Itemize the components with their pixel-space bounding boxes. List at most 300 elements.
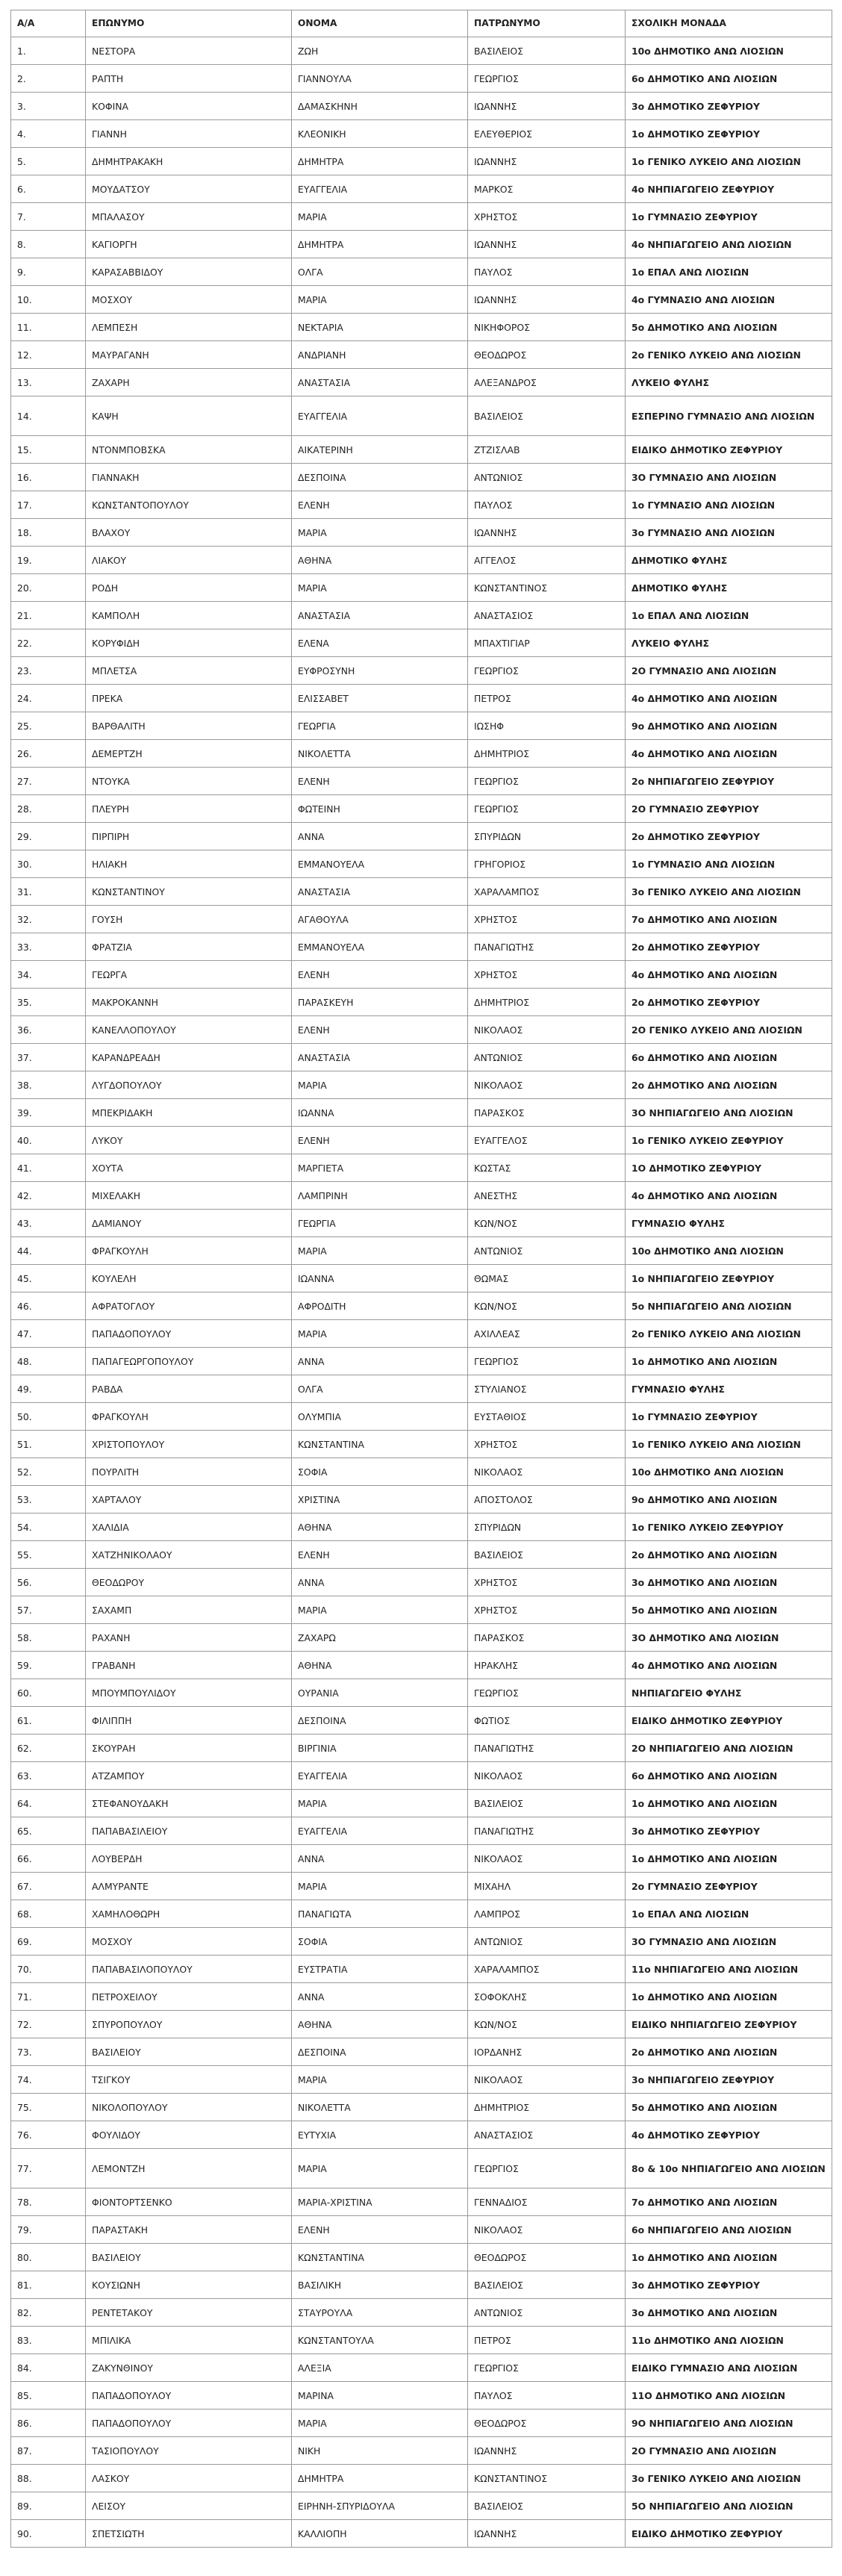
cell-eponymo: ΣΠΥΡΟΠΟΥΛΟΥ bbox=[86, 2011, 292, 2038]
table-row bbox=[11, 1210, 832, 1237]
cell-sxoliki-monada: 3Ο ΓΥΜΝΑΣΙΟ ΑΝΩ ΛΙΟΣΙΩΝ bbox=[626, 464, 832, 491]
cell-eponymo: ΡΑΒΔΑ bbox=[86, 1375, 292, 1403]
cell-patronymo: ΣΠΥΡΙΔΩΝ bbox=[468, 823, 626, 850]
cell-sxoliki-monada: 1ο ΔΗΜΟΤΙΚΟ ΑΝΩ ΛΙΟΣΙΩΝ bbox=[626, 2244, 832, 2271]
cell-patronymo: ΝΙΚΟΛΑΟΣ bbox=[468, 1845, 626, 1873]
cell-onoma: ΜΑΡΓΙΕΤΑ bbox=[292, 1154, 468, 1182]
cell-sxoliki-monada: 6ο ΝΗΠΙΑΓΩΓΕΙΟ ΑΝΩ ΛΙΟΣΙΩΝ bbox=[626, 2216, 832, 2244]
cell-onoma: ΑΙΚΑΤΕΡΙΝΗ bbox=[292, 436, 468, 464]
cell-onoma: ΜΑΡΙΑ bbox=[292, 1320, 468, 1348]
cell-aa: 28. bbox=[11, 795, 86, 823]
cell-patronymo: ΝΙΚΟΛΑΟΣ bbox=[468, 2216, 626, 2244]
table-row bbox=[11, 464, 832, 491]
table-row bbox=[11, 1541, 832, 1569]
cell-aa: 79. bbox=[11, 2216, 86, 2244]
cell-eponymo: ΛΕΜΠΕΣΗ bbox=[86, 314, 292, 341]
cell-aa: 74. bbox=[11, 2066, 86, 2094]
cell-sxoliki-monada: 8ο & 10ο ΝΗΠΙΑΓΩΓΕΙΟ ΑΝΩ ΛΙΟΣΙΩΝ bbox=[626, 2149, 832, 2188]
cell-patronymo: ΕΛΕΥΘΕΡΙΟΣ bbox=[468, 120, 626, 148]
cell-eponymo: ΜΟΥΔΑΤΣΟΥ bbox=[86, 175, 292, 203]
cell-eponymo: ΣΑΧΑΜΠ bbox=[86, 1596, 292, 1624]
cell-eponymo: ΦΟΥΛΙΔΟΥ bbox=[86, 2121, 292, 2149]
cell-eponymo: ΧΑΜΗΛΟΘΩΡΗ bbox=[86, 1900, 292, 1928]
cell-onoma: ΑΝΔΡΙΑΝΗ bbox=[292, 341, 468, 369]
table-row bbox=[11, 2094, 832, 2121]
cell-patronymo: ΙΩΑΝΝΗΣ bbox=[468, 231, 626, 258]
cell-eponymo: ΚΑΝΕΛΛΟΠΟΥΛΟΥ bbox=[86, 1016, 292, 1044]
cell-eponymo: ΠΑΠΑΔΟΠΟΥΛΟΥ bbox=[86, 1320, 292, 1348]
cell-sxoliki-monada: ΕΙΔΙΚΟ ΔΗΜΟΤΙΚΟ ΖΕΦΥΡΙΟΥ bbox=[626, 436, 832, 464]
cell-onoma: ΝΙΚΟΛΕΤΤΑ bbox=[292, 2094, 468, 2121]
cell-eponymo: ΓΙΑΝΝΗ bbox=[86, 120, 292, 148]
table-row bbox=[11, 1403, 832, 1431]
cell-patronymo: ΑΓΓΕΛΟΣ bbox=[468, 547, 626, 574]
cell-onoma: ΠΑΡΑΣΚΕΥΗ bbox=[292, 989, 468, 1016]
table-row bbox=[11, 823, 832, 850]
cell-eponymo: ΡΑΠΤΗ bbox=[86, 65, 292, 93]
cell-onoma: ΑΛΕΞΙΑ bbox=[292, 2354, 468, 2382]
cell-aa: 19. bbox=[11, 547, 86, 574]
cell-sxoliki-monada: 2Ο ΓΥΜΝΑΣΙΟ ΖΕΦΥΡΙΟΥ bbox=[626, 795, 832, 823]
table-row bbox=[11, 1569, 832, 1596]
cell-patronymo: ΘΕΟΔΩΡΟΣ bbox=[468, 2409, 626, 2437]
cell-aa: 6. bbox=[11, 175, 86, 203]
cell-eponymo: ΦΡΑΓΚΟΥΛΗ bbox=[86, 1237, 292, 1265]
table-row bbox=[11, 286, 832, 314]
table-row bbox=[11, 2011, 832, 2038]
cell-patronymo: ΚΩΝ/ΝΟΣ bbox=[468, 2011, 626, 2038]
cell-patronymo: ΑΝΤΩΝΙΟΣ bbox=[468, 2299, 626, 2327]
cell-aa: 26. bbox=[11, 740, 86, 768]
cell-aa: 2. bbox=[11, 65, 86, 93]
cell-onoma: ΔΕΣΠΟΙΝΑ bbox=[292, 2038, 468, 2066]
cell-eponymo: ΤΣΙΓΚΟΥ bbox=[86, 2066, 292, 2094]
cell-eponymo: ΠΑΠΑΔΟΠΟΥΛΟΥ bbox=[86, 2382, 292, 2409]
table-row bbox=[11, 629, 832, 657]
cell-patronymo: ΚΩΝΣΤΑΝΤΙΝΟΣ bbox=[468, 574, 626, 602]
cell-onoma: ΟΛΓΑ bbox=[292, 1375, 468, 1403]
cell-aa: 84. bbox=[11, 2354, 86, 2382]
cell-sxoliki-monada: 2ο ΔΗΜΟΤΙΚΟ ΖΕΦΥΡΙΟΥ bbox=[626, 933, 832, 961]
cell-aa: 10. bbox=[11, 286, 86, 314]
cell-patronymo: ΝΙΚΟΛΑΟΣ bbox=[468, 1071, 626, 1099]
cell-sxoliki-monada: ΛΥΚΕΙΟ ΦΥΛΗΣ bbox=[626, 629, 832, 657]
cell-onoma: ΧΡΙΣΤΙΝΑ bbox=[292, 1486, 468, 1513]
table-row bbox=[11, 2299, 832, 2327]
cell-onoma: ΣΟΦΙΑ bbox=[292, 1458, 468, 1486]
cell-aa: 73. bbox=[11, 2038, 86, 2066]
cell-sxoliki-monada: 2ο ΓΕΝΙΚΟ ΛΥΚΕΙΟ ΑΝΩ ΛΙΟΣΙΩΝ bbox=[626, 1320, 832, 1348]
cell-aa: 32. bbox=[11, 906, 86, 933]
cell-patronymo: ΒΑΣΙΛΕΙΟΣ bbox=[468, 37, 626, 65]
cell-eponymo: ΠΑΠΑΒΑΣΙΛΕΙΟΥ bbox=[86, 1817, 292, 1845]
cell-patronymo: ΠΑΥΛΟΣ bbox=[468, 491, 626, 519]
cell-eponymo: ΡΟΔΗ bbox=[86, 574, 292, 602]
cell-onoma: ΑΘΗΝΑ bbox=[292, 547, 468, 574]
cell-sxoliki-monada: ΝΗΠΙΑΓΩΓΕΙΟ ΦΥΛΗΣ bbox=[626, 1679, 832, 1707]
cell-eponymo: ΧΟΥΤΑ bbox=[86, 1154, 292, 1182]
cell-eponymo: ΠΡΕΚΑ bbox=[86, 685, 292, 712]
cell-onoma: ΜΑΡΙΑ bbox=[292, 1071, 468, 1099]
cell-eponymo: ΓΡΑΒΑΝΗ bbox=[86, 1652, 292, 1679]
cell-aa: 82. bbox=[11, 2299, 86, 2327]
cell-aa: 60. bbox=[11, 1679, 86, 1707]
cell-patronymo: ΛΑΜΠΡΟΣ bbox=[468, 1900, 626, 1928]
cell-eponymo: ΧΡΙΣΤΟΠΟΥΛΟΥ bbox=[86, 1431, 292, 1458]
table-row bbox=[11, 657, 832, 685]
cell-aa: 23. bbox=[11, 657, 86, 685]
table-row bbox=[11, 1099, 832, 1127]
cell-sxoliki-monada: ΓΥΜΝΑΣΙΟ ΦΥΛΗΣ bbox=[626, 1375, 832, 1403]
cell-sxoliki-monada: 2Ο ΓΥΜΝΑΣΙΟ ΑΝΩ ΛΙΟΣΙΩΝ bbox=[626, 657, 832, 685]
cell-eponymo: ΛΥΚΟΥ bbox=[86, 1127, 292, 1154]
cell-eponymo: ΔΕΜΕΡΤΖΗ bbox=[86, 740, 292, 768]
cell-patronymo: ΒΑΣΙΛΕΙΟΣ bbox=[468, 1790, 626, 1817]
cell-eponymo: ΓΙΑΝΝΑΚΗ bbox=[86, 464, 292, 491]
cell-aa: 21. bbox=[11, 602, 86, 629]
table-row bbox=[11, 341, 832, 369]
cell-eponymo: ΜΑΚΡΟΚΑΝΝΗ bbox=[86, 989, 292, 1016]
cell-patronymo: ΜΠΑΧΤΙΓΙΑΡ bbox=[468, 629, 626, 657]
table-row bbox=[11, 1431, 832, 1458]
cell-sxoliki-monada: 1ο ΕΠΑΛ ΑΝΩ ΛΙΟΣΙΩΝ bbox=[626, 1900, 832, 1928]
cell-aa: 62. bbox=[11, 1735, 86, 1762]
cell-sxoliki-monada: 3ο ΓΥΜΝΑΣΙΟ ΑΝΩ ΛΙΟΣΙΩΝ bbox=[626, 519, 832, 547]
cell-onoma: ΙΩΑΝΝΑ bbox=[292, 1099, 468, 1127]
table-row bbox=[11, 1817, 832, 1845]
cell-aa: 31. bbox=[11, 878, 86, 906]
table-row bbox=[11, 768, 832, 795]
cell-onoma: ΕΥΑΓΓΕΛΙΑ bbox=[292, 1762, 468, 1790]
cell-sxoliki-monada: 3ο ΝΗΠΙΑΓΩΓΕΙΟ ΖΕΦΥΡΙΟΥ bbox=[626, 2066, 832, 2094]
cell-eponymo: ΖΑΧΑΡΗ bbox=[86, 369, 292, 396]
cell-sxoliki-monada: 4ο ΔΗΜΟΤΙΚΟ ΑΝΩ ΛΙΟΣΙΩΝ bbox=[626, 740, 832, 768]
cell-sxoliki-monada: 1ο ΓΕΝΙΚΟ ΛΥΚΕΙΟ ΖΕΦΥΡΙΟΥ bbox=[626, 1127, 832, 1154]
cell-patronymo: ΓΕΩΡΓΙΟΣ bbox=[468, 768, 626, 795]
cell-sxoliki-monada: 1ο ΓΕΝΙΚΟ ΛΥΚΕΙΟ ΑΝΩ ΛΙΟΣΙΩΝ bbox=[626, 1431, 832, 1458]
cell-onoma: ΕΛΕΝΗ bbox=[292, 1541, 468, 1569]
cell-aa: 75. bbox=[11, 2094, 86, 2121]
cell-onoma: ΜΑΡΙΑ bbox=[292, 286, 468, 314]
cell-sxoliki-monada: 3Ο ΝΗΠΙΑΓΩΓΕΙΟ ΑΝΩ ΛΙΟΣΙΩΝ bbox=[626, 1099, 832, 1127]
cell-sxoliki-monada: 1ο ΓΥΜΝΑΣΙΟ ΖΕΦΥΡΙΟΥ bbox=[626, 203, 832, 231]
cell-sxoliki-monada: 2ο ΓΕΝΙΚΟ ΛΥΚΕΙΟ ΑΝΩ ΛΙΟΣΙΩΝ bbox=[626, 341, 832, 369]
cell-onoma: ΔΕΣΠΟΙΝΑ bbox=[292, 1707, 468, 1735]
cell-patronymo: ΑΝΤΩΝΙΟΣ bbox=[468, 1237, 626, 1265]
table-row bbox=[11, 1486, 832, 1513]
cell-aa: 18. bbox=[11, 519, 86, 547]
cell-sxoliki-monada: 1ο ΕΠΑΛ ΑΝΩ ΛΙΟΣΙΩΝ bbox=[626, 258, 832, 286]
cell-patronymo: ΖΤΖΙΣΛΑΒ bbox=[468, 436, 626, 464]
cell-sxoliki-monada: 9ο ΔΗΜΟΤΙΚΟ ΑΝΩ ΛΙΟΣΙΩΝ bbox=[626, 1486, 832, 1513]
table-row bbox=[11, 1900, 832, 1928]
cell-onoma: ΔΑΜΑΣΚΗΝΗ bbox=[292, 93, 468, 120]
cell-eponymo: ΖΑΚΥΝΘΙΝΟΥ bbox=[86, 2354, 292, 2382]
cell-onoma: ΑΝΝΑ bbox=[292, 1348, 468, 1375]
table-row bbox=[11, 2492, 832, 2520]
cell-onoma: ΛΑΜΠΡΙΝΗ bbox=[292, 1182, 468, 1210]
table-row bbox=[11, 519, 832, 547]
table-row bbox=[11, 1762, 832, 1790]
cell-aa: 11. bbox=[11, 314, 86, 341]
cell-aa: 42. bbox=[11, 1182, 86, 1210]
cell-onoma: ΚΩΝΣΤΑΝΤΙΝΑ bbox=[292, 2244, 468, 2271]
cell-eponymo: ΓΟΥΣΗ bbox=[86, 906, 292, 933]
table-row bbox=[11, 1735, 832, 1762]
cell-sxoliki-monada: 2ο ΔΗΜΟΤΙΚΟ ΑΝΩ ΛΙΟΣΙΩΝ bbox=[626, 2038, 832, 2066]
cell-eponymo: ΧΑΛΙΔΙΑ bbox=[86, 1513, 292, 1541]
cell-eponymo: ΠΑΠΑΓΕΩΡΓΟΠΟΥΛΟΥ bbox=[86, 1348, 292, 1375]
cell-aa: 15. bbox=[11, 436, 86, 464]
cell-sxoliki-monada: 4ο ΔΗΜΟΤΙΚΟ ΑΝΩ ΛΙΟΣΙΩΝ bbox=[626, 685, 832, 712]
table-row bbox=[11, 1513, 832, 1541]
cell-aa: 76. bbox=[11, 2121, 86, 2149]
cell-sxoliki-monada: 1ο ΓΥΜΝΑΣΙΟ ΑΝΩ ΛΙΟΣΙΩΝ bbox=[626, 491, 832, 519]
cell-eponymo: ΚΟΥΣΙΩΝΗ bbox=[86, 2271, 292, 2299]
table-row bbox=[11, 1016, 832, 1044]
cell-onoma: ΕΛΕΝΗ bbox=[292, 2216, 468, 2244]
cell-patronymo: ΣΤΥΛΙΑΝΟΣ bbox=[468, 1375, 626, 1403]
cell-eponymo: ΑΤΖΑΜΠΟΥ bbox=[86, 1762, 292, 1790]
cell-aa: 68. bbox=[11, 1900, 86, 1928]
table-row bbox=[11, 1375, 832, 1403]
cell-patronymo: ΔΗΜΗΤΡΙΟΣ bbox=[468, 2094, 626, 2121]
cell-eponymo: ΗΛΙΑΚΗ bbox=[86, 850, 292, 878]
cell-sxoliki-monada: 9Ο ΝΗΠΙΑΓΩΓΕΙΟ ΑΝΩ ΛΙΟΣΙΩΝ bbox=[626, 2409, 832, 2437]
cell-onoma: ΕΛΕΝΗ bbox=[292, 961, 468, 989]
cell-onoma: ΝΙΚΗ bbox=[292, 2437, 468, 2465]
table-row bbox=[11, 2271, 832, 2299]
table-row bbox=[11, 989, 832, 1016]
cell-sxoliki-monada: 3ο ΔΗΜΟΤΙΚΟ ΖΕΦΥΡΙΟΥ bbox=[626, 2271, 832, 2299]
cell-patronymo: ΓΕΩΡΓΙΟΣ bbox=[468, 1348, 626, 1375]
cell-eponymo: ΣΠΕΤΣΙΩΤΗ bbox=[86, 2520, 292, 2548]
table-row bbox=[11, 878, 832, 906]
cell-patronymo: ΑΝΑΣΤΑΣΙΟΣ bbox=[468, 2121, 626, 2149]
cell-eponymo: ΦΡΑΓΚΟΥΛΗ bbox=[86, 1403, 292, 1431]
cell-patronymo: ΚΩΣΤΑΣ bbox=[468, 1154, 626, 1182]
cell-eponymo: ΡΑΧΑΝΗ bbox=[86, 1624, 292, 1652]
cell-patronymo: ΒΑΣΙΛΕΙΟΣ bbox=[468, 396, 626, 436]
cell-patronymo: ΘΩΜΑΣ bbox=[468, 1265, 626, 1292]
cell-sxoliki-monada: 4ο ΔΗΜΟΤΙΚΟ ΑΝΩ ΛΙΟΣΙΩΝ bbox=[626, 1182, 832, 1210]
cell-patronymo: ΒΑΣΙΛΕΙΟΣ bbox=[468, 2492, 626, 2520]
cell-sxoliki-monada: 1ο ΓΥΜΝΑΣΙΟ ΖΕΦΥΡΙΟΥ bbox=[626, 1403, 832, 1431]
cell-patronymo: ΣΠΥΡΙΔΩΝ bbox=[468, 1513, 626, 1541]
cell-sxoliki-monada: 9ο ΔΗΜΟΤΙΚΟ ΑΝΩ ΛΙΟΣΙΩΝ bbox=[626, 712, 832, 740]
cell-sxoliki-monada: 2ο ΔΗΜΟΤΙΚΟ ΑΝΩ ΛΙΟΣΙΩΝ bbox=[626, 1071, 832, 1099]
cell-onoma: ΜΑΡΙΑ bbox=[292, 1596, 468, 1624]
cell-onoma: ΟΛΥΜΠΙΑ bbox=[292, 1403, 468, 1431]
header-patronymo: ΠΑΤΡΩΝΥΜΟ bbox=[468, 10, 626, 37]
cell-patronymo: ΒΑΣΙΛΕΙΟΣ bbox=[468, 2271, 626, 2299]
cell-onoma: ΑΓΑΘΟΥΛΑ bbox=[292, 906, 468, 933]
table-row bbox=[11, 906, 832, 933]
cell-sxoliki-monada: ΓΥΜΝΑΣΙΟ ΦΥΛΗΣ bbox=[626, 1210, 832, 1237]
cell-patronymo: ΝΙΚΟΛΑΟΣ bbox=[468, 1458, 626, 1486]
table-row bbox=[11, 65, 832, 93]
cell-aa: 88. bbox=[11, 2465, 86, 2492]
cell-eponymo: ΘΕΟΔΩΡΟΥ bbox=[86, 1569, 292, 1596]
cell-onoma: ΑΝΝΑ bbox=[292, 1983, 468, 2011]
table-row bbox=[11, 203, 832, 231]
cell-aa: 4. bbox=[11, 120, 86, 148]
cell-aa: 35. bbox=[11, 989, 86, 1016]
cell-onoma: ΙΩΑΝΝΑ bbox=[292, 1265, 468, 1292]
table-row bbox=[11, 1237, 832, 1265]
cell-onoma: ΜΑΡΙΑ bbox=[292, 2149, 468, 2188]
cell-aa: 89. bbox=[11, 2492, 86, 2520]
table-row bbox=[11, 2244, 832, 2271]
cell-eponymo: ΜΠΕΚΡΙΔΑΚΗ bbox=[86, 1099, 292, 1127]
cell-aa: 20. bbox=[11, 574, 86, 602]
cell-patronymo: ΑΛΕΞΑΝΔΡΟΣ bbox=[468, 369, 626, 396]
cell-onoma: ΑΘΗΝΑ bbox=[292, 1652, 468, 1679]
cell-aa: 69. bbox=[11, 1928, 86, 1956]
cell-sxoliki-monada: 2ο ΔΗΜΟΤΙΚΟ ΑΝΩ ΛΙΟΣΙΩΝ bbox=[626, 1541, 832, 1569]
cell-patronymo: ΧΡΗΣΤΟΣ bbox=[468, 961, 626, 989]
cell-aa: 34. bbox=[11, 961, 86, 989]
cell-aa: 55. bbox=[11, 1541, 86, 1569]
cell-patronymo: ΠΑΡΑΣΚΟΣ bbox=[468, 1099, 626, 1127]
table-row bbox=[11, 1956, 832, 1983]
cell-onoma: ΑΝΑΣΤΑΣΙΑ bbox=[292, 602, 468, 629]
cell-onoma: ΕΥΑΓΓΕΛΙΑ bbox=[292, 175, 468, 203]
cell-eponymo: ΚΑΡΑΣΑΒΒΙΔΟΥ bbox=[86, 258, 292, 286]
cell-patronymo: ΠΑΡΑΣΚΟΣ bbox=[468, 1624, 626, 1652]
cell-aa: 22. bbox=[11, 629, 86, 657]
cell-patronymo: ΧΡΗΣΤΟΣ bbox=[468, 906, 626, 933]
cell-eponymo: ΔΗΜΗΤΡΑΚΑΚΗ bbox=[86, 148, 292, 175]
cell-aa: 50. bbox=[11, 1403, 86, 1431]
cell-patronymo: ΓΕΩΡΓΙΟΣ bbox=[468, 657, 626, 685]
cell-eponymo: ΠΑΠΑΒΑΣΙΛΟΠΟΥΛΟΥ bbox=[86, 1956, 292, 1983]
cell-sxoliki-monada: 5ο ΔΗΜΟΤΙΚΟ ΑΝΩ ΛΙΟΣΙΩΝ bbox=[626, 2094, 832, 2121]
cell-sxoliki-monada: 2Ο ΓΕΝΙΚΟ ΛΥΚΕΙΟ ΑΝΩ ΛΙΟΣΙΩΝ bbox=[626, 1016, 832, 1044]
cell-aa: 54. bbox=[11, 1513, 86, 1541]
cell-patronymo: ΓΡΗΓΟΡΙΟΣ bbox=[468, 850, 626, 878]
cell-patronymo: ΙΩΑΝΝΗΣ bbox=[468, 93, 626, 120]
cell-sxoliki-monada: 6ο ΔΗΜΟΤΙΚΟ ΑΝΩ ΛΙΟΣΙΩΝ bbox=[626, 65, 832, 93]
cell-onoma: ΣΟΦΙΑ bbox=[292, 1928, 468, 1956]
table-row bbox=[11, 148, 832, 175]
cell-aa: 27. bbox=[11, 768, 86, 795]
cell-eponymo: ΧΑΤΖΗΝΙΚΟΛΑΟΥ bbox=[86, 1541, 292, 1569]
cell-eponymo: ΣΤΕΦΑΝΟΥΔΑΚΗ bbox=[86, 1790, 292, 1817]
cell-onoma: ΑΝΝΑ bbox=[292, 1845, 468, 1873]
table-row bbox=[11, 1182, 832, 1210]
cell-onoma: ΕΥΣΤΡΑΤΙΑ bbox=[292, 1956, 468, 1983]
cell-patronymo: ΙΩΑΝΝΗΣ bbox=[468, 286, 626, 314]
cell-onoma: ΜΑΡΙΑ bbox=[292, 1873, 468, 1900]
cell-eponymo: ΛΕΜΟΝΤΖΗ bbox=[86, 2149, 292, 2188]
cell-patronymo: ΠΕΤΡΟΣ bbox=[468, 2327, 626, 2354]
cell-patronymo: ΑΝΤΩΝΙΟΣ bbox=[468, 464, 626, 491]
cell-eponymo: ΛΕΙΣΟΥ bbox=[86, 2492, 292, 2520]
cell-onoma: ΔΗΜΗΤΡΑ bbox=[292, 148, 468, 175]
cell-patronymo: ΧΡΗΣΤΟΣ bbox=[468, 203, 626, 231]
cell-sxoliki-monada: 6ο ΔΗΜΟΤΙΚΟ ΑΝΩ ΛΙΟΣΙΩΝ bbox=[626, 1044, 832, 1071]
cell-aa: 43. bbox=[11, 1210, 86, 1237]
cell-patronymo: ΓΕΩΡΓΙΟΣ bbox=[468, 795, 626, 823]
cell-patronymo: ΙΩΑΝΝΗΣ bbox=[468, 148, 626, 175]
cell-onoma: ΑΝΝΑ bbox=[292, 1569, 468, 1596]
table-row bbox=[11, 1652, 832, 1679]
cell-onoma: ΚΛΕΟΝΙΚΗ bbox=[292, 120, 468, 148]
cell-onoma: ΣΤΑΥΡΟΥΛΑ bbox=[292, 2299, 468, 2327]
cell-onoma: ΑΘΗΝΑ bbox=[292, 2011, 468, 2038]
cell-onoma: ΑΝΝΑ bbox=[292, 823, 468, 850]
cell-aa: 87. bbox=[11, 2437, 86, 2465]
table-row bbox=[11, 933, 832, 961]
cell-eponymo: ΜΠΟΥΜΠΟΥΛΙΔΟΥ bbox=[86, 1679, 292, 1707]
table-row bbox=[11, 1044, 832, 1071]
cell-patronymo: ΓΕΩΡΓΙΟΣ bbox=[468, 2149, 626, 2188]
cell-onoma: ΓΙΑΝΝΟΥΛΑ bbox=[292, 65, 468, 93]
cell-onoma: ΑΝΑΣΤΑΣΙΑ bbox=[292, 1044, 468, 1071]
cell-sxoliki-monada: 3Ο ΔΗΜΟΤΙΚΟ ΑΝΩ ΛΙΟΣΙΩΝ bbox=[626, 1624, 832, 1652]
cell-patronymo: ΠΑΝΑΓΙΩΤΗΣ bbox=[468, 1817, 626, 1845]
table-row bbox=[11, 1458, 832, 1486]
cell-aa: 40. bbox=[11, 1127, 86, 1154]
cell-eponymo: ΛΥΓΔΟΠΟΥΛΟΥ bbox=[86, 1071, 292, 1099]
header-sxoliki-monada: ΣΧΟΛΙΚΗ ΜΟΝΑΔΑ bbox=[626, 10, 832, 37]
cell-aa: 70. bbox=[11, 1956, 86, 1983]
cell-onoma: ΔΗΜΗΤΡΑ bbox=[292, 2465, 468, 2492]
cell-aa: 25. bbox=[11, 712, 86, 740]
cell-onoma: ΓΕΩΡΓΙΑ bbox=[292, 1210, 468, 1237]
cell-eponymo: ΚΑΓΙΟΡΓΗ bbox=[86, 231, 292, 258]
cell-eponymo: ΣΚΟΥΡΑΗ bbox=[86, 1735, 292, 1762]
cell-sxoliki-monada: 11Ο ΔΗΜΟΤΙΚΟ ΑΝΩ ΛΙΟΣΙΩΝ bbox=[626, 2382, 832, 2409]
cell-sxoliki-monada: 3ο ΔΗΜΟΤΙΚΟ ΑΝΩ ΛΙΟΣΙΩΝ bbox=[626, 1569, 832, 1596]
cell-patronymo: ΝΙΚΟΛΑΟΣ bbox=[468, 1762, 626, 1790]
cell-eponymo: ΚΑΨΗ bbox=[86, 396, 292, 436]
table-row bbox=[11, 2382, 832, 2409]
cell-sxoliki-monada: 5Ο ΝΗΠΙΑΓΩΓΕΙΟ ΑΝΩ ΛΙΟΣΙΩΝ bbox=[626, 2492, 832, 2520]
cell-onoma: ΟΥΡΑΝΙΑ bbox=[292, 1679, 468, 1707]
cell-eponymo: ΜΠΙΛΙΚΑ bbox=[86, 2327, 292, 2354]
cell-sxoliki-monada: 2ο ΓΥΜΝΑΣΙΟ ΖΕΦΥΡΙΟΥ bbox=[626, 1873, 832, 1900]
table-row bbox=[11, 1928, 832, 1956]
cell-patronymo: ΑΧΙΛΛΕΑΣ bbox=[468, 1320, 626, 1348]
table-row bbox=[11, 1624, 832, 1652]
cell-sxoliki-monada: 1ο ΔΗΜΟΤΙΚΟ ΖΕΦΥΡΙΟΥ bbox=[626, 120, 832, 148]
cell-eponymo: ΚΟΦΙΝΑ bbox=[86, 93, 292, 120]
cell-sxoliki-monada: 5ο ΔΗΜΟΤΙΚΟ ΑΝΩ ΛΙΟΣΙΩΝ bbox=[626, 314, 832, 341]
cell-eponymo: ΝΕΣΤΟΡΑ bbox=[86, 37, 292, 65]
header-eponymo: ΕΠΩΝΥΜΟ bbox=[86, 10, 292, 37]
table-row bbox=[11, 120, 832, 148]
cell-patronymo: ΠΑΝΑΓΙΩΤΗΣ bbox=[468, 1735, 626, 1762]
cell-aa: 41. bbox=[11, 1154, 86, 1182]
table-row bbox=[11, 2121, 832, 2149]
cell-patronymo: ΑΝΤΩΝΙΟΣ bbox=[468, 1044, 626, 1071]
cell-aa: 24. bbox=[11, 685, 86, 712]
table-row bbox=[11, 436, 832, 464]
cell-patronymo: ΑΝΕΣΤΗΣ bbox=[468, 1182, 626, 1210]
cell-eponymo: ΠΟΥΡΛΙΤΗ bbox=[86, 1458, 292, 1486]
cell-eponymo: ΜΑΥΡΑΓΑΝΗ bbox=[86, 341, 292, 369]
table-row bbox=[11, 1348, 832, 1375]
cell-aa: 30. bbox=[11, 850, 86, 878]
table-row bbox=[11, 1265, 832, 1292]
cell-eponymo: ΒΑΡΘΑΛΙΤΗ bbox=[86, 712, 292, 740]
cell-sxoliki-monada: 4ο ΔΗΜΟΤΙΚΟ ΖΕΦΥΡΙΟΥ bbox=[626, 2121, 832, 2149]
cell-eponymo: ΜΟΣΧΟΥ bbox=[86, 1928, 292, 1956]
table-row bbox=[11, 1983, 832, 2011]
cell-aa: 72. bbox=[11, 2011, 86, 2038]
